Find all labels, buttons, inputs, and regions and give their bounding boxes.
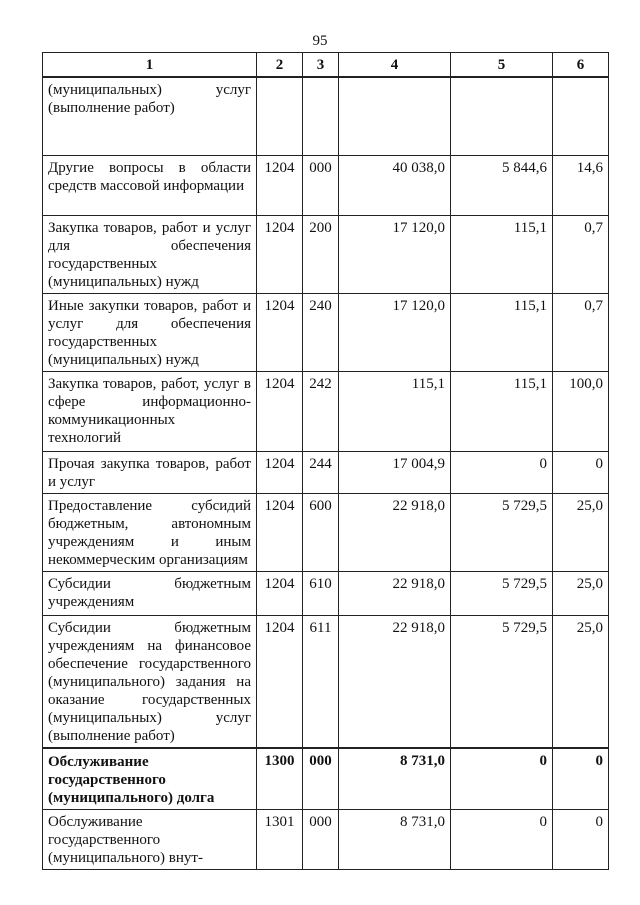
row-type-code: 000 bbox=[303, 748, 339, 810]
row-plan-value: 22 918,0 bbox=[339, 615, 451, 748]
table-row bbox=[43, 748, 609, 810]
row-actual-value bbox=[451, 77, 553, 155]
row-actual-value: 0 bbox=[451, 810, 553, 870]
row-percent-value: 0,7 bbox=[553, 293, 609, 371]
row-section-code bbox=[257, 77, 303, 155]
row-type-code: 200 bbox=[303, 215, 339, 293]
row-type-code: 000 bbox=[303, 810, 339, 870]
row-plan-value: 22 918,0 bbox=[339, 493, 451, 571]
row-section-code: 1204 bbox=[257, 371, 303, 451]
row-actual-value: 5 844,6 bbox=[451, 155, 553, 215]
table-row bbox=[43, 451, 609, 493]
column-header-4: 4 bbox=[339, 53, 451, 78]
row-percent-value: 100,0 bbox=[553, 371, 609, 451]
table-row bbox=[43, 215, 609, 293]
row-name: Предоставление субсидий бюджетным, автономным учреждениям и иным некоммерческим организациям bbox=[43, 493, 257, 571]
row-plan-value: 22 918,0 bbox=[339, 571, 451, 615]
row-percent-value: 0 bbox=[553, 451, 609, 493]
row-section-code: 1300 bbox=[257, 748, 303, 810]
row-percent-value: 25,0 bbox=[553, 615, 609, 748]
row-section-code: 1204 bbox=[257, 215, 303, 293]
row-name: Другие вопросы в области средств массовой информации bbox=[43, 155, 257, 215]
row-percent-value: 25,0 bbox=[553, 571, 609, 615]
row-actual-value: 0 bbox=[451, 748, 553, 810]
row-name: Обслуживание государственного (муниципального) внут- bbox=[43, 810, 257, 870]
row-type-code: 000 bbox=[303, 155, 339, 215]
column-header-5: 5 bbox=[451, 53, 553, 78]
row-section-code: 1204 bbox=[257, 451, 303, 493]
table-row bbox=[43, 155, 609, 215]
row-plan-value: 115,1 bbox=[339, 371, 451, 451]
row-actual-value: 5 729,5 bbox=[451, 615, 553, 748]
row-section-code: 1204 bbox=[257, 493, 303, 571]
row-type-code bbox=[303, 77, 339, 155]
row-percent-value: 14,6 bbox=[553, 155, 609, 215]
row-section-code: 1301 bbox=[257, 810, 303, 870]
row-section-code: 1204 bbox=[257, 571, 303, 615]
row-percent-value bbox=[553, 77, 609, 155]
row-name: Субсидии бюджетным учреждениям bbox=[43, 571, 257, 615]
table-row bbox=[43, 77, 609, 155]
row-name: Закупка товаров, работ и услуг для обеспечения государственных (муниципальных) нужд bbox=[43, 215, 257, 293]
row-percent-value: 0,7 bbox=[553, 215, 609, 293]
table-header-row bbox=[43, 53, 609, 78]
row-plan-value: 40 038,0 bbox=[339, 155, 451, 215]
row-percent-value: 0 bbox=[553, 810, 609, 870]
row-plan-value: 8 731,0 bbox=[339, 748, 451, 810]
row-name: Субсидии бюджетным учреждениям на финансовое обеспечение государственного (муниципального) задания на оказание государственных (муниципальных) услуг (выполнение работ) bbox=[43, 615, 257, 748]
page-number: 95 bbox=[312, 33, 328, 49]
row-plan-value: 17 120,0 bbox=[339, 293, 451, 371]
row-type-code: 242 bbox=[303, 371, 339, 451]
table-row bbox=[43, 615, 609, 748]
row-percent-value: 25,0 bbox=[553, 493, 609, 571]
row-percent-value: 0 bbox=[553, 748, 609, 810]
table-row bbox=[43, 493, 609, 571]
row-section-code: 1204 bbox=[257, 615, 303, 748]
table-row bbox=[43, 371, 609, 451]
row-type-code: 244 bbox=[303, 451, 339, 493]
row-type-code: 240 bbox=[303, 293, 339, 371]
table-row bbox=[43, 571, 609, 615]
column-header-2: 2 bbox=[257, 53, 303, 78]
table-row bbox=[43, 810, 609, 870]
row-type-code: 610 bbox=[303, 571, 339, 615]
row-name: Прочая закупка товаров, работ и услуг bbox=[43, 451, 257, 493]
row-plan-value bbox=[339, 77, 451, 155]
row-type-code: 600 bbox=[303, 493, 339, 571]
row-type-code: 611 bbox=[303, 615, 339, 748]
row-actual-value: 0 bbox=[451, 451, 553, 493]
column-header-3: 3 bbox=[303, 53, 339, 78]
row-section-code: 1204 bbox=[257, 155, 303, 215]
row-name: Закупка товаров, работ, услуг в сфере информационно-коммуникационных технологий bbox=[43, 371, 257, 451]
row-actual-value: 5 729,5 bbox=[451, 493, 553, 571]
row-plan-value: 17 004,9 bbox=[339, 451, 451, 493]
row-name: Обслуживание государственного (муниципального) долга bbox=[43, 748, 257, 810]
row-section-code: 1204 bbox=[257, 293, 303, 371]
row-name: (муниципальных) услуг (выполнение работ) bbox=[43, 77, 257, 155]
row-plan-value: 17 120,0 bbox=[339, 215, 451, 293]
column-header-1: 1 bbox=[43, 53, 257, 78]
budget-table bbox=[42, 52, 609, 870]
row-actual-value: 5 729,5 bbox=[451, 571, 553, 615]
column-header-6: 6 bbox=[553, 53, 609, 78]
table-row bbox=[43, 293, 609, 371]
row-actual-value: 115,1 bbox=[451, 293, 553, 371]
row-plan-value: 8 731,0 bbox=[339, 810, 451, 870]
row-actual-value: 115,1 bbox=[451, 215, 553, 293]
row-name: Иные закупки товаров, работ и услуг для обеспечения государственных (муниципальных) нужд bbox=[43, 293, 257, 371]
row-actual-value: 115,1 bbox=[451, 371, 553, 451]
